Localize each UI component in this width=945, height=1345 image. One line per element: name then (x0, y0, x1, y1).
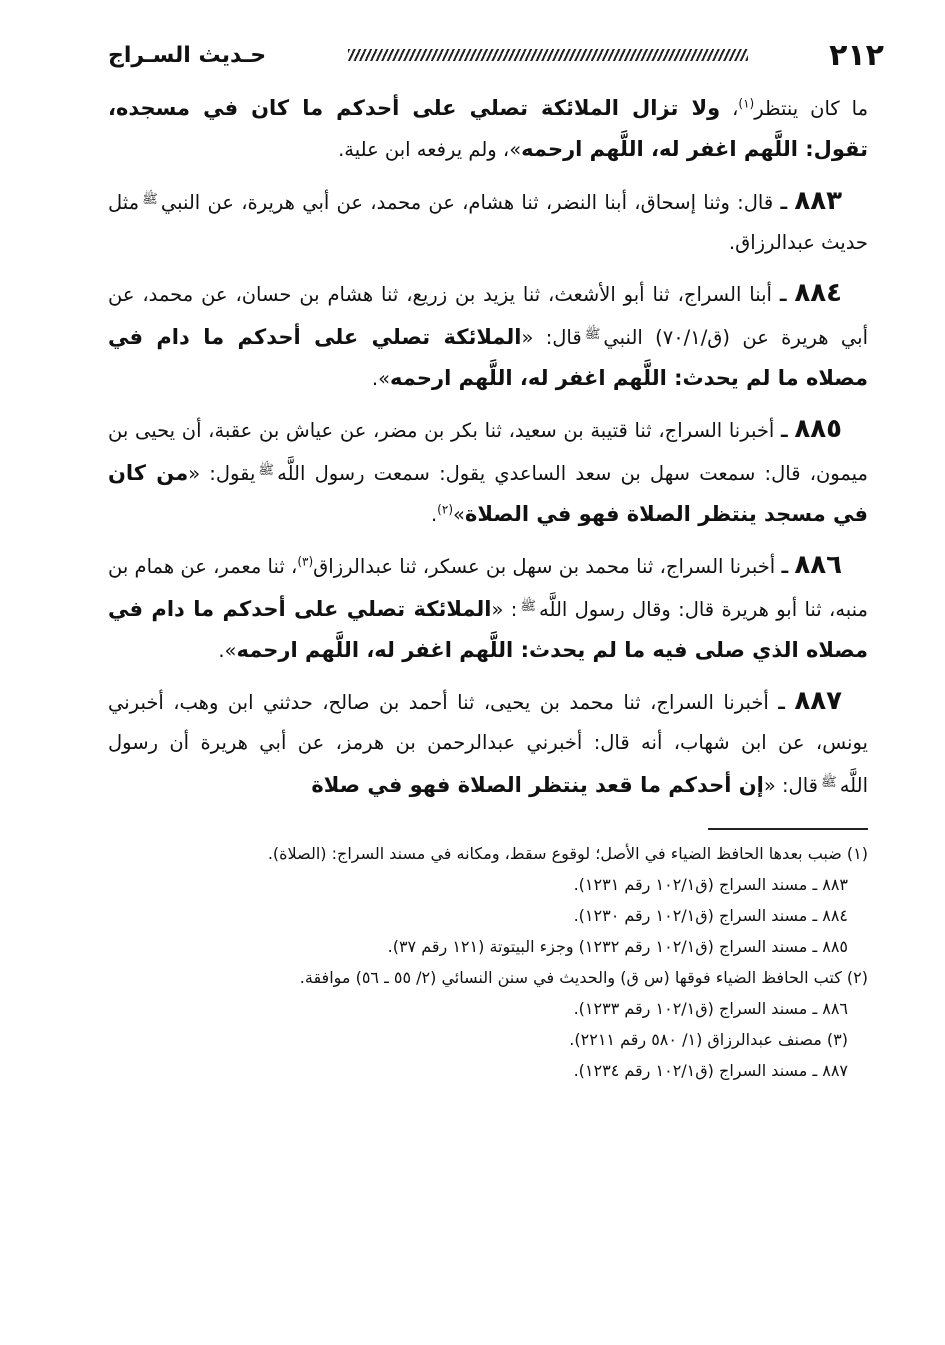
salawat-glyph: ﷺ (258, 463, 275, 478)
footnote-3: (٣) مصنف عبدالرزاق (١/ ٥٨٠ رقم ٢٢١١). (569, 1030, 848, 1049)
hadith-884: ٨٨٤ ـ أبنا السراج، ثنا أبو الأشعث، ثنا يزيد بن زريع، ثنا هشام بن حسان، عن محمد، عن أبي هريرة عن (ق/٧٠/١) النبي$^ﷺ$قال: «الملائكة تصلي على أحدكم ما دام في مصلاه ما لم يحدث: اللَّهم اغفر له، اللَّهم ارحمه». (108, 278, 869, 390)
source-note-887: ٨٨٧ ـ مسند السراج (ق١٠٢/١ رقم ١٢٣٤). (573, 1061, 848, 1080)
hadith-886: ٨٨٦ ـ أخبرنا السراج، ثنا محمد بن سهل بن عسكر، ثنا عبدالرزاق$^{(٣)}$، ثنا معمر، عن همام بن منبه، ثنا أبو هريرة قال: وقال رسول اللَّه$^ﷺ$: «الملائكة تصلي على أحدكم ما دام في مصلاه الذي صلى فيه ما لم يحدث: اللَّهم اغفر له، اللَّهم ارحمه». (108, 550, 868, 662)
header-hatch-ornament (348, 49, 748, 61)
footnote-ref-3[interactable]: (٣) (297, 554, 314, 569)
footnote-ref-1[interactable]: (١) (738, 96, 755, 111)
footnote-separator (708, 828, 868, 830)
hadith-quote: الملائكة تصلي على أحدكم ما دام في مصلاه ما لم يحدث: اللَّهم اغفر له، اللَّهم ارحمه (108, 325, 868, 390)
hadith-quote: إن أحدكم ما قعد ينتظر الصلاة فهو في صلاة (311, 773, 764, 797)
salawat-glyph: ﷺ (520, 599, 537, 614)
salawat-glyph: ﷺ (821, 775, 837, 790)
salawat-glyph: ﷺ (142, 192, 158, 207)
paragraph-continuation: ما كان ينتظر$^{(١)}$، ولا تزال الملائكة تصلي على أحدكم ما كان في مسجده، تقول: اللَّهم اغفر له، اللَّهم ارحمه»، ولم يرفعه ابن علية. (108, 96, 869, 161)
footnote-2: (٢) كتب الحافظ الضياء فوقها (س ق) والحديث في سنن النسائي (٢/ ٥٥ ـ ٥٦) موافقة. (299, 968, 868, 987)
main-text (108, 88, 868, 806)
page-number: ٢١٢ (829, 37, 884, 73)
hadith-quote: من كان في مسجد ينتظر الصلاة فهو في الصلاة (108, 461, 868, 526)
hadith-number: ٨٨٦ (794, 550, 842, 580)
footnote-ref-2[interactable]: (٢) (437, 502, 453, 517)
footnote-1: (١) ضبب بعدها الحافظ الضياء في الأصل؛ لوقوع سقط، ومكانه في مسند السراج: (الصلاة). (267, 844, 868, 863)
source-note-883: ٨٨٣ ـ مسند السراج (ق١٠٢/١ رقم ١٢٣١). (573, 875, 848, 894)
hadith-quote: ولا تزال الملائكة تصلي على أحدكم ما كان في مسجده، تقول: اللَّهم اغفر له، اللَّهم ارحمه (108, 96, 868, 161)
hadith-885: ٨٨٥ ـ أخبرنا السراج، ثنا قتيبة بن سعيد، ثنا بكر بن مضر، عن عياش بن عقبة، أن يحيى بن ميمون، قال: سمعت سهل بن سعد الساعدي يقول: سمعت رسول اللَّه$^ﷺ$يقول: «من كان في مسجد ينتظر الصلاة فهو في الصلاة»$^{(٢)}$. (108, 414, 868, 526)
footnotes (108, 838, 868, 1086)
running-head (108, 32, 884, 78)
book-page (108, 32, 884, 1086)
running-title: حـديث السـراج (108, 42, 267, 68)
hadith-number: ٨٨٥ (794, 414, 842, 444)
source-note-885: ٨٨٥ ـ مسند السراج (ق١٠٢/١ رقم ١٢٣٢) وجزء البيتوتة (١٢١ رقم ٣٧). (387, 937, 848, 956)
hadith-number: ٨٨٧ (794, 686, 843, 716)
hadith-quote: الملائكة تصلي على أحدكم ما دام في مصلاه الذي صلى فيه ما لم يحدث: اللَّهم اغفر له، اللَّهم ارحمه (108, 597, 868, 662)
source-note-884: ٨٨٤ ـ مسند السراج (ق١٠٢/١ رقم ١٢٣٠). (573, 906, 848, 925)
hadith-887: ٨٨٧ ـ أخبرنا السراج، ثنا محمد بن يحيى، ثنا أحمد بن صالح، حدثني ابن وهب، أخبرني يونس، عن ابن شهاب، أنه قال: أخبرني عبدالرحمن بن هرمز، عن أبي هريرة أن رسول اللَّه$^ﷺ$قال: «إن أحدكم ما قعد ينتظر الصلاة فهو في صلاة (108, 686, 868, 797)
hadith-number: ٨٨٤ (794, 278, 843, 308)
hadith-number: ٨٨٣ (794, 186, 842, 216)
salawat-glyph: ﷺ (584, 327, 601, 342)
hadith-883: ٨٨٣ ـ قال: وثنا إسحاق، أبنا النضر، ثنا هشام، عن محمد، عن أبي هريرة، عن النبي$^ﷺ$مثل حديث عبدالرزاق. (108, 186, 868, 254)
source-note-886: ٨٨٦ ـ مسند السراج (ق١٠٢/١ رقم ١٢٣٣). (573, 999, 848, 1018)
